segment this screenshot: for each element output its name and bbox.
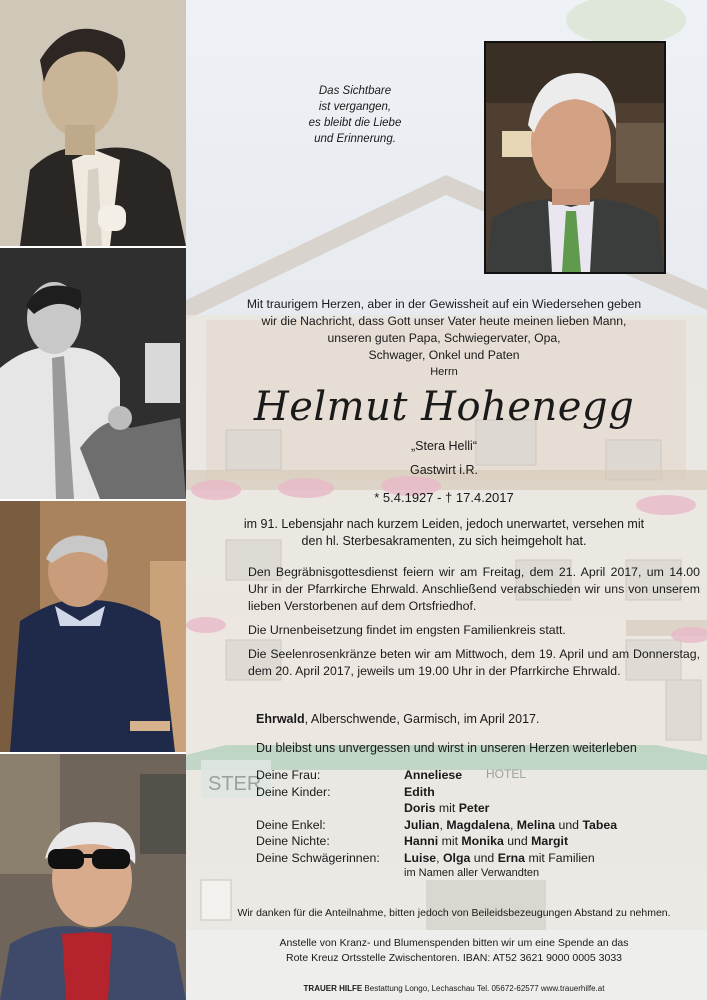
family-connector: , xyxy=(439,817,443,832)
family-label: Deine Kinder: xyxy=(256,784,331,799)
family-name: Doris xyxy=(404,801,436,815)
photo-older-man-cardigan-image xyxy=(0,501,186,752)
deceased-name: Helmut Hohenegg xyxy=(253,384,635,430)
family-connector: und xyxy=(507,834,528,848)
intro-line: Schwager, Onkel und Paten xyxy=(368,348,520,362)
funeral-paragraph: Den Begräbnisgottesdienst feiern wir am Freitag, dem 21. April 2017, um 14.00 Uhr in der Pfarrkirche Ehrwald. Anschließend verabschieden wir uns von unserem lieben Verstorbenen auf dem Ortsfriedhof. xyxy=(248,565,700,613)
rosary-paragraph: Die Seelenrosenkränze beten wir am Mittwoch, dem 19. April und am Donnerstag, dem 20. April 2017, jeweils um 19.00 Uhr in der Pfarrkirche Ehrwald. xyxy=(248,647,700,678)
family-names xyxy=(404,834,568,848)
honorific: Herrn xyxy=(430,366,458,378)
photo-older-man-cardigan xyxy=(0,501,186,752)
remembrance-line: Du bleibst uns unvergessen und wirst in unseren Herzen weiterleben xyxy=(256,741,637,755)
family-names xyxy=(404,768,462,782)
verse xyxy=(280,83,430,147)
family-name: Margit xyxy=(531,834,569,848)
family-name: Monika xyxy=(461,834,504,848)
family-connector: mit xyxy=(438,801,456,815)
thanks-line: Wir danken für die Anteilnahme, bitten jedoch von Beileidsbezeugungen Abstand zu nehmen. xyxy=(237,907,671,919)
family-label: Deine Schwägerinnen: xyxy=(256,850,380,865)
intro-line: wir die Nachricht, dass Gott unser Vater heute meinen lieben Mann, xyxy=(261,314,627,328)
intro-line: Mit traurigem Herzen, aber in der Gewissheit auf ein Wiedersehen geben xyxy=(246,297,642,311)
family-label: Deine Frau: xyxy=(256,768,321,782)
family-connector: , xyxy=(436,850,440,865)
family-connector: , xyxy=(509,817,514,832)
occupation: Gastwirt i.R. xyxy=(409,463,479,477)
place-rest: , Alberschwende, Garmisch, im April 2017. xyxy=(304,712,540,726)
family-name: Olga xyxy=(442,850,471,865)
donation-line: Rote Kreuz Ortsstelle Zwischentoren. IBAN: AT52 3621 9000 0005 3033 xyxy=(286,952,622,964)
verse-line: ist vergangen, xyxy=(318,101,392,113)
family-name: Hanni xyxy=(404,834,439,848)
hotel-sign-text: STER xyxy=(208,773,262,795)
family-row-grandchildren xyxy=(256,818,676,835)
intro-text xyxy=(214,296,674,364)
family-label: Deine Enkel: xyxy=(256,817,326,832)
family-row-wife xyxy=(256,768,676,785)
family-row-nieces xyxy=(256,834,676,851)
family-row-children-2 xyxy=(256,801,676,818)
nickname: „Stera Helli“ xyxy=(411,439,477,453)
donation-text xyxy=(214,936,694,966)
family-row-sisters-in-law xyxy=(256,851,676,868)
family-name: Erna xyxy=(497,850,526,865)
family-names xyxy=(404,851,595,865)
passing-text xyxy=(214,516,674,550)
family-names xyxy=(404,801,489,815)
family-name: Anneliese xyxy=(404,768,463,782)
family-row-relatives xyxy=(256,867,676,884)
family-connector: und xyxy=(558,817,580,832)
family-name: Magdalena xyxy=(446,817,510,832)
photo-man-at-bar-image xyxy=(0,248,186,499)
photo-young-man-suit xyxy=(0,0,186,246)
footer-brand: TRAUER HILFE xyxy=(303,984,363,993)
family-name: Edith xyxy=(404,784,435,799)
family-name: Peter xyxy=(458,801,490,815)
family-names xyxy=(404,818,617,832)
place-date-line xyxy=(256,712,539,726)
passing-line: im 91. Lebensjahr nach kurzem Leiden, jedoch unerwartet, versehen mit xyxy=(243,517,645,531)
family-row-children xyxy=(256,785,676,802)
urn-paragraph: Die Urnenbeisetzung findet im engsten Familienkreis statt. xyxy=(248,623,566,637)
family-name: Julian xyxy=(404,817,440,832)
verse-line: es bleibt die Liebe xyxy=(308,117,402,129)
family-suffix: mit Familien xyxy=(528,850,595,865)
photo-man-sunglasses-image xyxy=(0,754,186,1000)
footer-text: Bestattung Longo, Lechaschau Tel. 05672-62577 www.trauerhilfe.at xyxy=(362,984,605,993)
verse-line: und Erinnerung. xyxy=(314,133,396,145)
family-list xyxy=(256,768,676,884)
photo-man-at-bar xyxy=(0,248,186,499)
family-name: Luise xyxy=(404,850,437,865)
photo-strip xyxy=(0,0,186,1000)
hotel-sign-text-2: HOTEL xyxy=(486,767,527,781)
life-dates: * 5.4.1927 - † 17.4.2017 xyxy=(374,490,514,505)
verse-line: Das Sichtbare xyxy=(318,85,392,97)
passing-line: den hl. Sterbesakramenten, zu sich heimgeholt hat. xyxy=(301,534,587,548)
portrait-photo xyxy=(484,41,666,274)
portrait-photo-image xyxy=(486,43,664,272)
family-name: Tabea xyxy=(582,817,618,832)
intro-line: unseren guten Papa, Schwiegervater, Opa, xyxy=(327,331,561,345)
relatives-line: im Namen aller Verwandten xyxy=(404,867,540,879)
photo-man-sunglasses xyxy=(0,754,186,1000)
footer xyxy=(214,984,694,993)
family-names xyxy=(404,785,435,799)
family-name: Melina xyxy=(516,817,556,832)
donation-line: Anstelle von Kranz- und Blumenspenden bitten wir um eine Spende an das xyxy=(279,937,629,949)
place-town: Ehrwald xyxy=(256,712,305,726)
family-connector: mit xyxy=(441,834,458,848)
family-label: Deine Nichte: xyxy=(256,834,330,848)
family-connector: und xyxy=(473,850,495,865)
photo-young-man-suit-image xyxy=(0,0,186,246)
